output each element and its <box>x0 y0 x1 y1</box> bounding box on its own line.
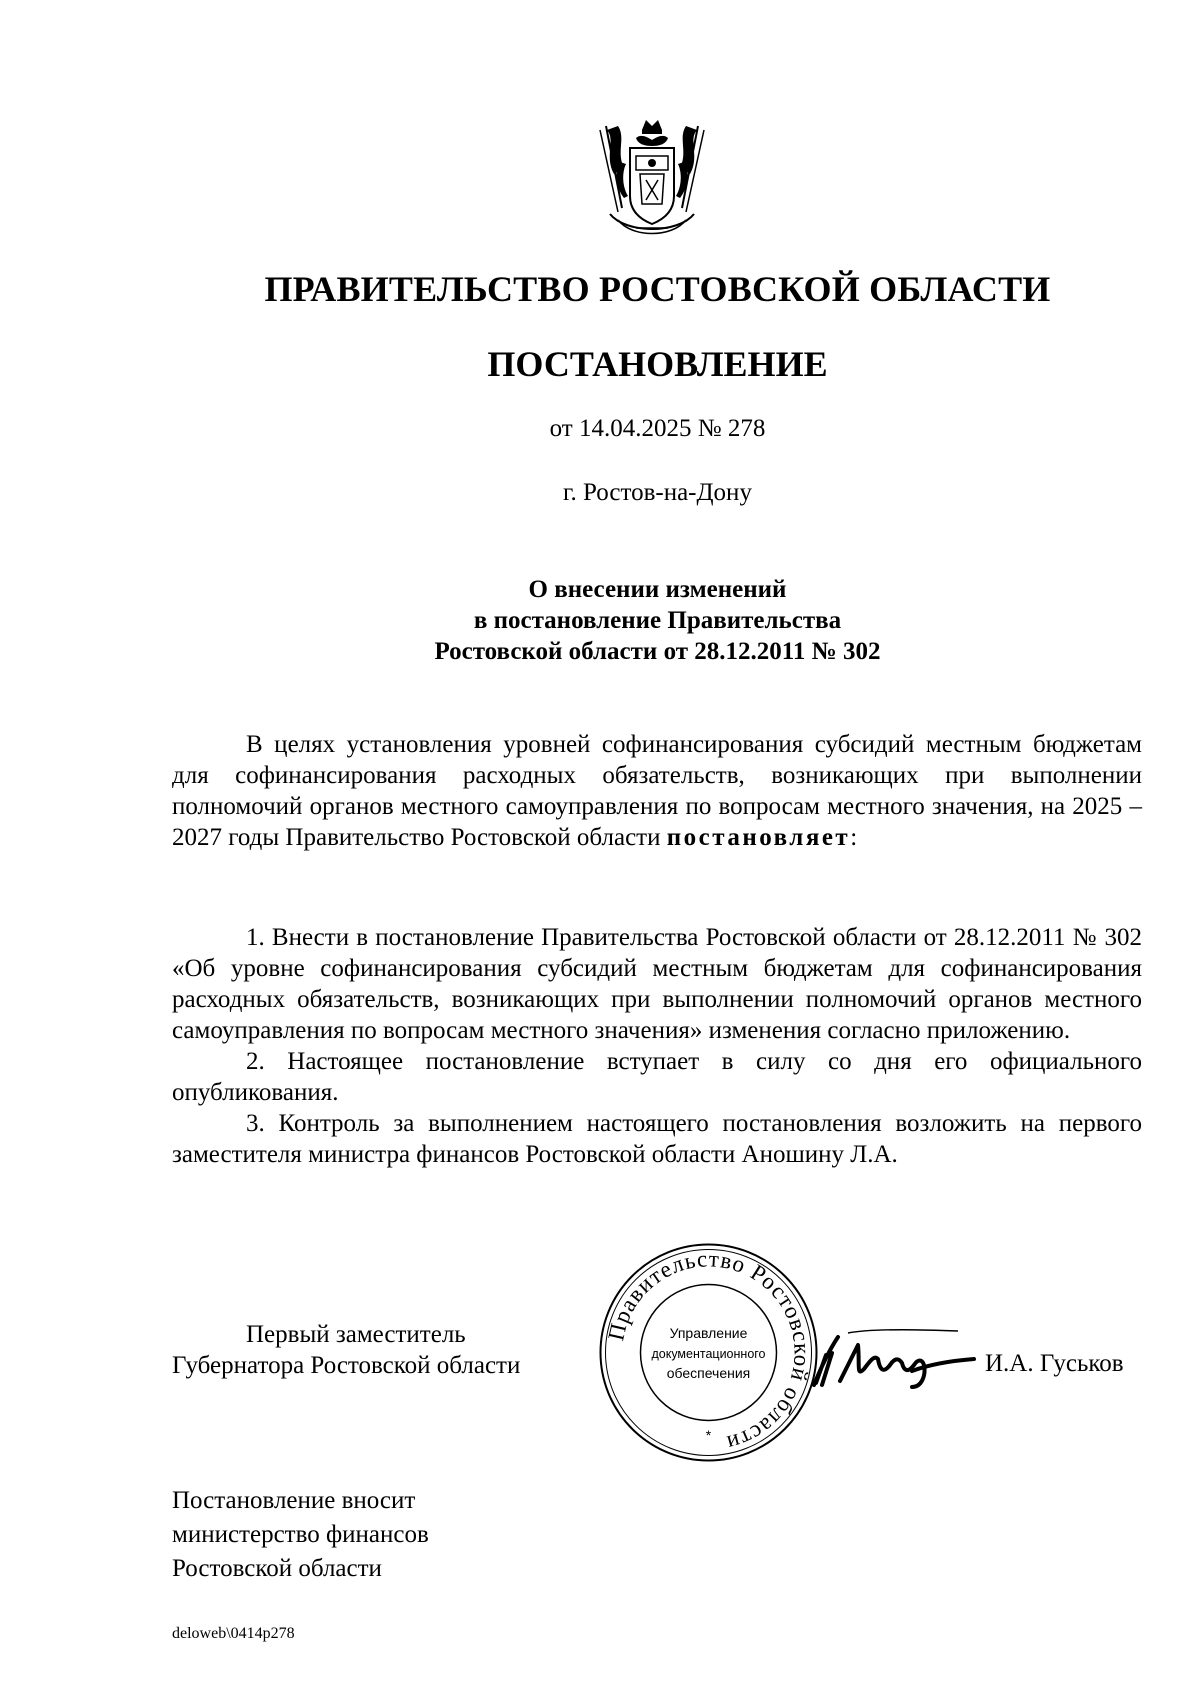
decree-punct: : <box>850 824 858 851</box>
decree-item: 3. Контроль за выполнением настоящего постановления возложить на первого заместителя министра финансов Ростовской области Аношину Л.А. <box>172 1110 1142 1168</box>
decree-item: 1. Внести в постановление Правительства Ростовской области от 28.12.2011 № 302 «Об уровне софинансирования субсидий местным бюджетам для софинансирования расходных обязательств, возникающих при выполнении полномочий органов местного самоуправления по вопросам местного значения» изменения согласно приложению. <box>172 924 1142 1044</box>
submitted-by-line: Ростовской области <box>172 1555 382 1582</box>
stamp-inner-line: Управление <box>669 1325 748 1341</box>
preamble-text <box>172 729 1142 853</box>
signatory-position <box>172 1319 520 1381</box>
subject-line: Ростовской области от 28.12.2011 № 302 <box>434 638 881 665</box>
official-stamp <box>596 1240 821 1465</box>
document-date-number: от 14.04.2025 № 278 <box>549 415 766 442</box>
stamp-inner-line: обеспечения <box>666 1365 751 1381</box>
coat-of-arms-icon <box>596 116 708 241</box>
handwritten-signature <box>808 1325 978 1395</box>
government-title: ПРАВИТЕЛЬСТВО РОСТОВСКОЙ ОБЛАСТИ <box>264 269 1051 309</box>
svg-text:*: * <box>705 1427 712 1443</box>
document-city: г. Ростов-на-Дону <box>563 479 752 506</box>
submitted-by <box>172 1484 429 1586</box>
subject-line: в постановление Правительства <box>473 607 842 634</box>
preamble-paragraph <box>172 729 1142 853</box>
decree-items <box>172 922 1142 1170</box>
preamble-body: В целях установления уровней софинансирования субсидий местным бюджетам для софинансирования расходных обязательств, возникающих при выполнении полномочий органов местного самоуправления по вопросам местного значения, на 2025 – 2027 годы Правительство Ростовской области <box>172 731 1142 851</box>
signatory-position-line: Губернатора Ростовской области <box>172 1352 521 1379</box>
document-registry-code: deloweb\0414p278 <box>172 1625 295 1642</box>
stamp-outer-text: Правительство Ростовской области <box>603 1246 815 1457</box>
decree-word: постановляет <box>666 824 851 851</box>
document-subject <box>0 574 1200 667</box>
subject-line: О внесении изменений <box>528 576 787 603</box>
signatory-position-line: Первый заместитель <box>246 1321 466 1348</box>
submitted-by-line: министерство финансов <box>172 1521 429 1548</box>
decree-item: 2. Настоящее постановление вступает в силу со дня его официального опубликования. <box>172 1048 1142 1106</box>
document-type-title: ПОСТАНОВЛЕНИЕ <box>487 344 828 384</box>
stamp-inner-line: документационного <box>651 1347 766 1361</box>
submitted-by-line: Постановление вносит <box>172 1487 416 1514</box>
signatory-name: И.А. Гуськов <box>985 1350 1124 1377</box>
